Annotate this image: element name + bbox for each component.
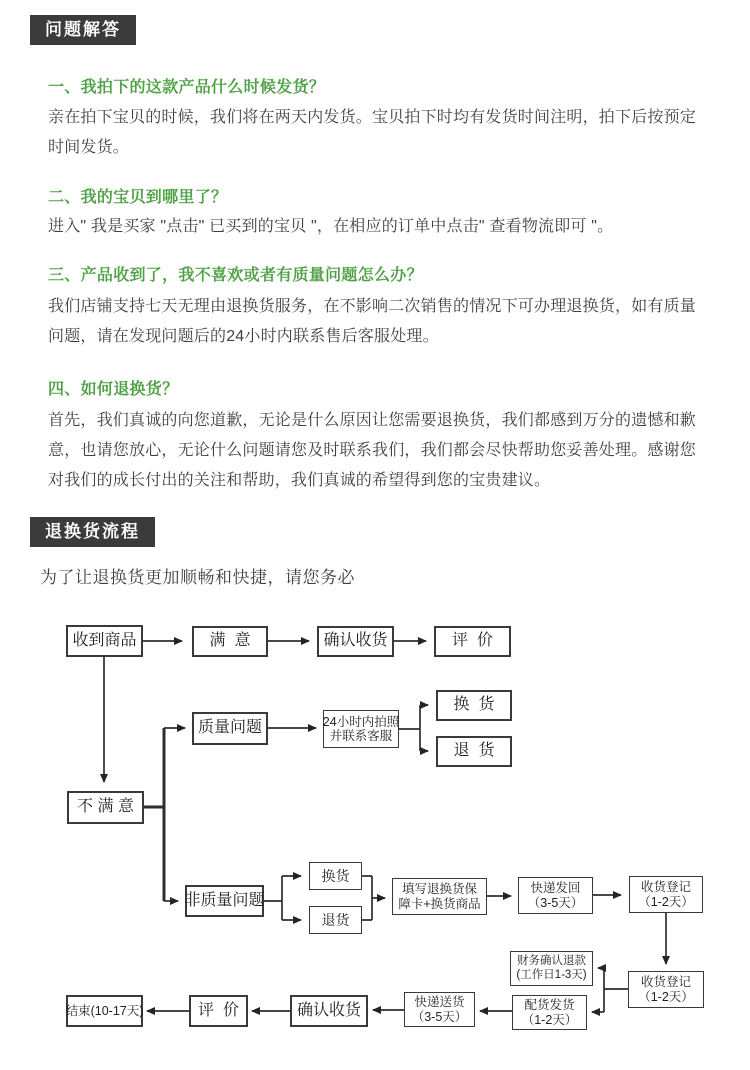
faq-answer-1: 亲在拍下宝贝的时候，我们将在两天内发货。宝贝拍下时均有发货时间注明，拍下后按预定时间发货。 [48, 109, 697, 156]
faq-answer-2: 进入" 我是买家 "点击" 已买到的宝贝 "，在相应的订单中点击" 查看物流即可 "。 [48, 218, 614, 235]
process-intro-text: 为了让退换货更加顺畅和快捷，请您务必 [40, 568, 355, 587]
flow-node-quality-problem: 质量问题 [192, 712, 268, 745]
faq-answer-3: 我们店铺支持七天无理由退换货服务，在不影响二次销售的情况下可办理退换货，如有质量问题，请在发现问题后的24小时内联系售后客服处理。 [48, 298, 697, 345]
faq-answer-4: 首先，我们真诚的向您道歉，无论是什么原因让您需要退换货，我们都感到万分的遗憾和歉意，也请您放心，无论什么问题请您及时联系我们，我们都会尽快帮助您妥善处理。感谢您对我们的成长付出的关注和帮助，我们真诚的希望得到您的宝贵建议。 [48, 412, 697, 489]
flow-node-rate-top: 评 价 [434, 626, 511, 657]
faq-question-2: 二、我的宝贝到哪里了？ [48, 189, 228, 206]
flow-node-goods-register-1: 收货登记 （1-2天） [629, 876, 703, 913]
flow-node-return-nonquality: 退货 [309, 906, 362, 934]
flow-node-satisfied: 满 意 [192, 626, 268, 657]
faq-question-4: 四、如何退换货？ [48, 381, 179, 398]
faq-question-3: 三、产品收到了，我不喜欢或者有质量问题怎么办？ [48, 267, 423, 284]
flow-node-goods-register-2: 收货登记 （1-2天） [628, 971, 704, 1008]
faq-section-badge: 问题解答 [30, 15, 136, 45]
flow-node-photo-24h: 24小时内拍照 并联系客服 [323, 710, 399, 748]
flow-node-exchange-nonquality: 换货 [309, 862, 362, 890]
flow-node-fill-warranty-card: 填写退换货保 障卡+换货商品 [392, 878, 487, 915]
flow-node-finance-refund: 财务确认退款 (工作日1-3天) [510, 951, 593, 986]
process-section-badge: 退换货流程 [30, 517, 155, 547]
flow-node-return-quality: 退 货 [436, 736, 512, 767]
flow-node-exchange-quality: 换 货 [436, 690, 512, 721]
flow-node-confirm-receipt-bottom: 确认收货 [290, 995, 368, 1027]
flow-node-confirm-receipt-top: 确认收货 [317, 626, 394, 657]
flow-node-end: 结束(10-17天) [66, 995, 143, 1027]
faq-question-1: 一、我拍下的这款产品什么时候发货？ [48, 79, 326, 96]
flow-node-rate-bottom: 评 价 [189, 995, 248, 1027]
flow-node-courier-send-back: 快递发回 （3-5天） [518, 877, 593, 914]
flow-node-courier-deliver: 快递送货 （3-5天） [404, 992, 475, 1027]
flow-node-dispatch-shipping: 配货发货 （1-2天） [512, 995, 587, 1030]
flow-node-nonquality-problem: 非质量问题 [185, 885, 264, 917]
flow-node-receive-goods: 收到商品 [66, 625, 143, 657]
flow-node-unsatisfied: 不 满 意 [67, 791, 144, 824]
